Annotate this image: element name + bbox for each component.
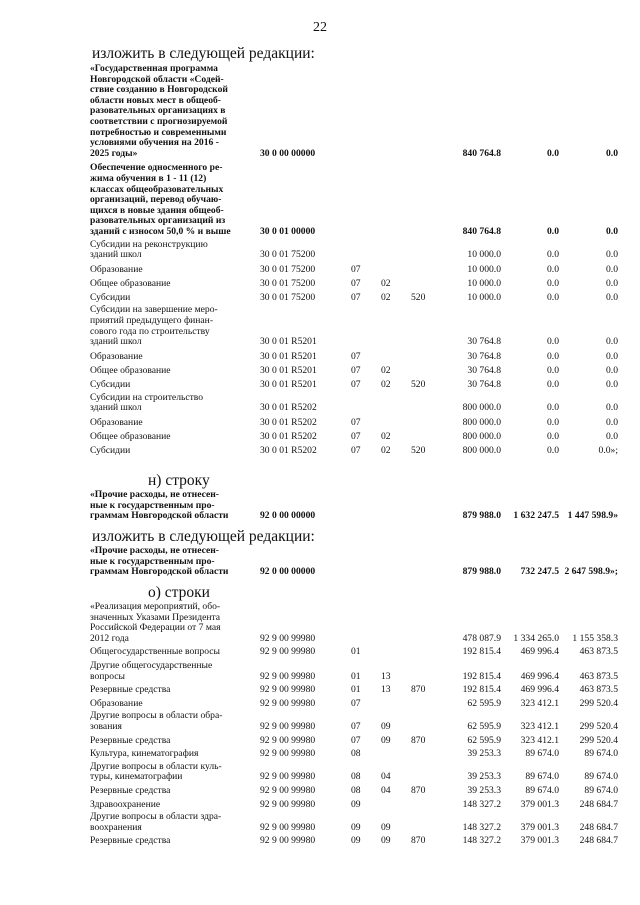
row-section-code: 09 xyxy=(351,798,361,810)
row-name: Субсидии на строительство зданий школ xyxy=(90,391,204,414)
row-subsection-code xyxy=(381,546,411,578)
row-value-2: 0.0 xyxy=(547,445,559,456)
budget-table-3 xyxy=(90,546,618,578)
row-csr-code: 30 0 01 R5202 xyxy=(260,431,317,443)
table-row xyxy=(90,833,618,847)
row-value-2: 89 674.0 xyxy=(525,784,559,796)
row-subsection-code: 13 xyxy=(381,670,391,682)
row-value-3: 0.0 xyxy=(606,249,618,261)
row-value-1: 879 988.0 xyxy=(462,510,501,522)
row-subsection-code xyxy=(381,414,411,429)
row-value-2: 323 412.1 xyxy=(520,697,559,709)
row-section-code: 07 xyxy=(351,720,361,732)
row-name: Другие вопросы в области обра- зования xyxy=(90,710,223,732)
row-csr-code: 92 9 00 99980 xyxy=(260,798,316,810)
row-value-3: 248 684.7 xyxy=(579,821,618,833)
row-name: Общее образование xyxy=(90,365,171,377)
row-section-code: 07 xyxy=(351,263,361,275)
table-row xyxy=(90,261,618,276)
row-subsection-code: 04 xyxy=(381,784,391,796)
row-csr-code: 30 0 01 75200 xyxy=(260,291,316,303)
table-row xyxy=(90,275,618,290)
row-csr-code: 92 9 00 99980 xyxy=(260,748,316,760)
row-value-3: 463 873.5 xyxy=(579,670,618,682)
row-name: Общее образование xyxy=(90,431,171,443)
row-value-1: 62 595.9 xyxy=(467,697,501,709)
row-value-2: 0.0 xyxy=(547,147,559,159)
table-row xyxy=(90,443,618,457)
row-value-2: 379 001.3 xyxy=(520,821,559,833)
row-expense-type-code xyxy=(411,261,443,276)
row-csr-code: 92 9 00 99980 xyxy=(260,670,316,682)
budget-table-1 xyxy=(90,64,618,457)
row-value-2: 323 412.1 xyxy=(520,734,559,746)
row-expense-type-code xyxy=(411,238,443,261)
table-row xyxy=(90,377,618,391)
row-value-3: 0.0 xyxy=(606,263,618,275)
row-subsection-code xyxy=(381,64,411,159)
row-csr-code: 92 0 00 00000 xyxy=(260,566,316,578)
table-row xyxy=(90,658,618,682)
row-section-code: 01 xyxy=(351,670,361,682)
row-value-2: 1 632 247.5 xyxy=(513,510,559,522)
row-value-3: 89 674.0 xyxy=(584,771,618,783)
row-csr-code: 30 0 01 00000 xyxy=(260,225,316,237)
row-value-1: 148 327.2 xyxy=(462,835,501,847)
table-row xyxy=(90,602,618,644)
row-name: Резервные средства xyxy=(90,835,171,847)
row-value-2: 469 996.4 xyxy=(520,646,559,658)
row-name: Образование xyxy=(90,263,143,275)
row-section-code: 07 xyxy=(351,697,361,709)
row-csr-code: 30 0 01 R5201 xyxy=(260,365,317,377)
row-section-code: 09 xyxy=(351,835,361,847)
row-value-3: 0.0 xyxy=(606,431,618,443)
row-csr-code: 30 0 01 75200 xyxy=(260,278,316,290)
row-value-2: 0.0 xyxy=(547,249,559,261)
row-csr-code: 30 0 01 R5202 xyxy=(260,402,317,414)
row-section-code: 01 xyxy=(351,646,361,658)
row-value-1: 800 000.0 xyxy=(462,445,501,456)
row-value-3: 0.0 xyxy=(606,278,618,290)
row-name: Субсидии xyxy=(90,445,131,456)
row-value-2: 379 001.3 xyxy=(520,798,559,810)
row-expense-type-code: 870 xyxy=(411,684,426,696)
row-value-2: 0.0 xyxy=(547,291,559,303)
row-subsection-code xyxy=(381,391,411,414)
table-row xyxy=(90,783,618,797)
table-row xyxy=(90,797,618,811)
row-csr-code: 30 0 01 R5202 xyxy=(260,445,317,456)
table-row xyxy=(90,546,618,578)
row-value-2: 1 334 265.0 xyxy=(513,632,559,644)
row-section-code: 08 xyxy=(351,771,361,783)
row-subsection-code: 02 xyxy=(381,379,391,391)
row-section-code: 07 xyxy=(351,734,361,746)
row-section-code: 07 xyxy=(351,431,361,443)
table-row xyxy=(90,348,618,363)
row-expense-type-code xyxy=(411,362,443,377)
row-section-code: 07 xyxy=(351,365,361,377)
row-name: Резервные средства xyxy=(90,734,171,746)
row-section-code: 07 xyxy=(351,291,361,303)
row-value-3: 0.0 xyxy=(606,336,618,348)
row-value-2: 732 247.5 xyxy=(520,566,559,578)
row-value-1: 39 253.3 xyxy=(467,771,501,783)
row-name: Общее образование xyxy=(90,278,171,290)
row-expense-type-code xyxy=(411,546,443,578)
table-row xyxy=(90,746,618,760)
row-subsection-code xyxy=(381,602,411,644)
row-value-2: 379 001.3 xyxy=(520,835,559,847)
row-csr-code: 30 0 01 R5202 xyxy=(260,416,317,428)
row-name: Образование xyxy=(90,697,143,709)
row-section-code xyxy=(351,490,381,522)
row-value-2: 0.0 xyxy=(547,225,559,237)
row-value-3: 1 447 598.9» xyxy=(567,510,618,522)
table-row xyxy=(90,810,618,833)
row-expense-type-code xyxy=(411,275,443,290)
row-expense-type-code xyxy=(411,696,443,710)
row-value-2: 469 996.4 xyxy=(520,670,559,682)
row-expense-type-code xyxy=(411,602,443,644)
row-value-2: 0.0 xyxy=(547,278,559,290)
row-name: Образование xyxy=(90,416,143,428)
row-section-code: 09 xyxy=(351,821,361,833)
row-value-3: 2 647 598.9»; xyxy=(564,566,618,578)
table-row xyxy=(90,644,618,658)
row-value-2: 89 674.0 xyxy=(525,771,559,783)
row-value-1: 148 327.2 xyxy=(462,821,501,833)
row-section-code: 08 xyxy=(351,784,361,796)
row-value-1: 62 595.9 xyxy=(467,734,501,746)
table-row xyxy=(90,490,618,522)
page-number: 22 xyxy=(313,20,327,35)
row-value-1: 192 815.4 xyxy=(462,670,501,682)
row-name: Образование xyxy=(90,350,143,362)
table-row xyxy=(90,290,618,304)
row-value-3: 0.0 xyxy=(606,365,618,377)
row-value-3: 0.0 xyxy=(606,147,618,159)
row-subsection-code xyxy=(381,644,411,658)
row-section-code xyxy=(351,602,381,644)
row-subsection-code: 02 xyxy=(381,445,391,456)
row-expense-type-code: 870 xyxy=(411,835,426,847)
row-expense-type-code xyxy=(411,797,443,811)
row-csr-code: 30 0 00 00000 xyxy=(260,147,316,159)
row-value-2: 323 412.1 xyxy=(520,720,559,732)
row-value-1: 30 764.8 xyxy=(467,336,501,348)
row-expense-type-code xyxy=(411,391,443,414)
row-csr-code: 30 0 01 75200 xyxy=(260,249,316,261)
row-section-code xyxy=(351,391,381,414)
row-value-3: 299 520.4 xyxy=(579,720,618,732)
row-value-3: 0.0 xyxy=(606,416,618,428)
row-section-code xyxy=(351,159,381,237)
row-value-3: 299 520.4 xyxy=(579,697,618,709)
row-expense-type-code xyxy=(411,159,443,237)
row-value-3: 0.0»; xyxy=(598,445,618,456)
row-value-3: 0.0 xyxy=(606,379,618,391)
row-expense-type-code xyxy=(411,760,443,783)
row-csr-code: 92 9 00 99980 xyxy=(260,646,316,658)
row-expense-type-code: 520 xyxy=(411,379,426,391)
row-value-1: 879 988.0 xyxy=(462,566,501,578)
table-row xyxy=(90,428,618,443)
row-csr-code: 30 0 01 R5201 xyxy=(260,350,317,362)
row-value-1: 800 000.0 xyxy=(462,402,501,414)
row-expense-type-code xyxy=(411,348,443,363)
row-subsection-code xyxy=(381,696,411,710)
row-value-3: 463 873.5 xyxy=(579,684,618,696)
row-section-code xyxy=(351,64,381,159)
row-value-2: 0.0 xyxy=(547,416,559,428)
row-value-2: 0.0 xyxy=(547,263,559,275)
table-row xyxy=(90,303,618,347)
row-value-2: 469 996.4 xyxy=(520,684,559,696)
row-csr-code: 92 9 00 99980 xyxy=(260,784,316,796)
row-subsection-code: 02 xyxy=(381,291,391,303)
row-name: Здравоохранение xyxy=(90,798,161,810)
row-subsection-code: 02 xyxy=(381,365,391,377)
row-value-3: 0.0 xyxy=(606,225,618,237)
row-expense-type-code xyxy=(411,414,443,429)
row-csr-code: 30 0 01 R5201 xyxy=(260,379,317,391)
row-expense-type-code xyxy=(411,64,443,159)
row-csr-code: 92 9 00 99980 xyxy=(260,697,316,709)
table-row xyxy=(90,682,618,696)
row-section-code: 01 xyxy=(351,684,361,696)
row-subsection-code: 02 xyxy=(381,278,391,290)
row-subsection-code: 09 xyxy=(381,821,391,833)
row-name: Культура, кинематография xyxy=(90,748,199,760)
row-value-2: 0.0 xyxy=(547,350,559,362)
line-heading-o: о) строки xyxy=(148,584,210,601)
row-name: Другие вопросы в области куль- туры, кинематографии xyxy=(90,760,222,783)
row-subsection-code: 09 xyxy=(381,835,391,847)
row-section-code xyxy=(351,238,381,261)
row-value-3: 1 155 358.3 xyxy=(572,632,618,644)
row-name: Резервные средства xyxy=(90,784,171,796)
row-name: «Прочие расходы, не отнесен- ные к государственным про- граммам Новгородской области xyxy=(90,546,229,578)
row-value-1: 10 000.0 xyxy=(467,249,501,261)
row-name: Субсидии xyxy=(90,291,131,303)
row-value-1: 192 815.4 xyxy=(462,646,501,658)
line-heading-n: н) строку xyxy=(148,472,210,489)
row-csr-code: 92 9 00 99980 xyxy=(260,835,316,847)
budget-table-2 xyxy=(90,490,618,522)
row-subsection-code xyxy=(381,303,411,347)
row-name: Субсидии xyxy=(90,379,131,391)
row-expense-type-code xyxy=(411,644,443,658)
row-value-1: 10 000.0 xyxy=(467,278,501,290)
row-csr-code: 92 9 00 99980 xyxy=(260,734,316,746)
row-value-1: 10 000.0 xyxy=(467,263,501,275)
row-section-code xyxy=(351,546,381,578)
row-value-1: 39 253.3 xyxy=(467,784,501,796)
row-expense-type-code xyxy=(411,709,443,732)
table-row xyxy=(90,414,618,429)
table-row xyxy=(90,760,618,783)
row-name: «Прочие расходы, не отнесен- ные к государственным про- граммам Новгородской области xyxy=(90,490,229,522)
row-expense-type-code: 520 xyxy=(411,291,426,303)
edit-heading-2: изложить в следующей редакции: xyxy=(92,528,315,545)
row-value-1: 840 764.8 xyxy=(462,147,501,159)
edit-heading-1: изложить в следующей редакции: xyxy=(92,45,315,62)
row-csr-code: 30 0 01 75200 xyxy=(260,263,316,275)
row-value-2: 0.0 xyxy=(547,379,559,391)
row-value-3: 89 674.0 xyxy=(584,748,618,760)
row-value-1: 148 327.2 xyxy=(462,798,501,810)
row-value-3: 0.0 xyxy=(606,402,618,414)
row-value-3: 0.0 xyxy=(606,291,618,303)
row-expense-type-code xyxy=(411,428,443,443)
row-value-3: 463 873.5 xyxy=(579,646,618,658)
row-value-1: 800 000.0 xyxy=(462,416,501,428)
table-row xyxy=(90,709,618,732)
row-value-1: 800 000.0 xyxy=(462,431,501,443)
row-csr-code: 92 9 00 99980 xyxy=(260,821,316,833)
row-csr-code: 92 9 00 99980 xyxy=(260,771,316,783)
row-value-3: 89 674.0 xyxy=(584,784,618,796)
table-row xyxy=(90,733,618,747)
row-subsection-code xyxy=(381,797,411,811)
table-row xyxy=(90,391,618,414)
row-section-code xyxy=(351,303,381,347)
row-subsection-code xyxy=(381,746,411,760)
row-name: Обеспечение односменного ре- жима обучения в 1 - 11 (12) классах общеобразовательных организаций, перевод обучаю- щихся в новые здания общеоб- разовательных организаций из зданий с износом 50,0 % и выше xyxy=(90,162,231,237)
row-value-1: 30 764.8 xyxy=(467,379,501,391)
row-expense-type-code: 870 xyxy=(411,784,426,796)
row-name: «Реализация мероприятий, обо- значенных Указами Президента Российской Федерации от 7 мая 2012 года xyxy=(90,602,221,644)
row-value-1: 192 815.4 xyxy=(462,684,501,696)
row-expense-type-code: 870 xyxy=(411,734,426,746)
row-subsection-code: 02 xyxy=(381,431,391,443)
row-subsection-code: 09 xyxy=(381,720,391,732)
row-section-code: 08 xyxy=(351,748,361,760)
row-expense-type-code: 520 xyxy=(411,445,426,456)
row-name: Субсидии на реконструкцию зданий школ xyxy=(90,238,208,261)
table-row xyxy=(90,238,618,261)
row-value-3: 299 520.4 xyxy=(579,734,618,746)
row-name: Другие вопросы в области здра- воохранения xyxy=(90,811,222,833)
row-csr-code: 92 9 00 99980 xyxy=(260,684,316,696)
row-value-1: 478 087.9 xyxy=(462,632,501,644)
table-row xyxy=(90,696,618,710)
row-name: Резервные средства xyxy=(90,684,171,696)
budget-table-4 xyxy=(90,602,618,847)
row-value-2: 0.0 xyxy=(547,336,559,348)
table-row xyxy=(90,159,618,237)
row-csr-code: 92 9 00 99980 xyxy=(260,632,316,644)
row-expense-type-code xyxy=(411,810,443,833)
row-subsection-code xyxy=(381,348,411,363)
row-value-1: 39 253.3 xyxy=(467,748,501,760)
table-row xyxy=(90,362,618,377)
row-section-code: 07 xyxy=(351,416,361,428)
row-expense-type-code xyxy=(411,303,443,347)
row-csr-code: 30 0 01 R5201 xyxy=(260,336,317,348)
row-section-code: 07 xyxy=(351,445,361,456)
row-subsection-code: 04 xyxy=(381,771,391,783)
row-value-1: 840 764.8 xyxy=(462,225,501,237)
row-value-3: 0.0 xyxy=(606,350,618,362)
row-value-3: 248 684.7 xyxy=(579,835,618,847)
row-value-1: 10 000.0 xyxy=(467,291,501,303)
row-value-1: 62 595.9 xyxy=(467,720,501,732)
row-subsection-code xyxy=(381,159,411,237)
row-subsection-code xyxy=(381,238,411,261)
row-csr-code: 92 9 00 99980 xyxy=(260,720,316,732)
row-section-code: 07 xyxy=(351,379,361,391)
row-value-2: 0.0 xyxy=(547,402,559,414)
row-section-code: 07 xyxy=(351,350,361,362)
row-subsection-code: 09 xyxy=(381,734,391,746)
table-row xyxy=(90,64,618,159)
row-expense-type-code xyxy=(411,746,443,760)
row-value-1: 30 764.8 xyxy=(467,365,501,377)
row-expense-type-code xyxy=(411,658,443,682)
row-subsection-code xyxy=(381,490,411,522)
row-value-3: 248 684.7 xyxy=(579,798,618,810)
row-section-code: 07 xyxy=(351,278,361,290)
row-csr-code: 92 0 00 00000 xyxy=(260,510,316,522)
row-value-2: 0.0 xyxy=(547,365,559,377)
row-subsection-code: 13 xyxy=(381,684,391,696)
row-value-2: 89 674.0 xyxy=(525,748,559,760)
row-subsection-code xyxy=(381,261,411,276)
row-value-2: 0.0 xyxy=(547,431,559,443)
row-name: Другие общегосударственные вопросы xyxy=(90,659,213,682)
row-name: Общегосударственные вопросы xyxy=(90,646,220,658)
row-name: «Государственная программа Новгородской области «Содей- ствие созданию в Новгородской области новых мест в общеоб- разовательных организациях в соответствии с прогнозируемой потребностью и современными условиями обучения на 2016 - 2025 годы» xyxy=(90,64,228,159)
row-name: Субсидии на завершение меро- приятий предыдущего финан- сового года по строительству зданий школ xyxy=(90,304,218,348)
row-expense-type-code xyxy=(411,490,443,522)
row-value-1: 30 764.8 xyxy=(467,350,501,362)
